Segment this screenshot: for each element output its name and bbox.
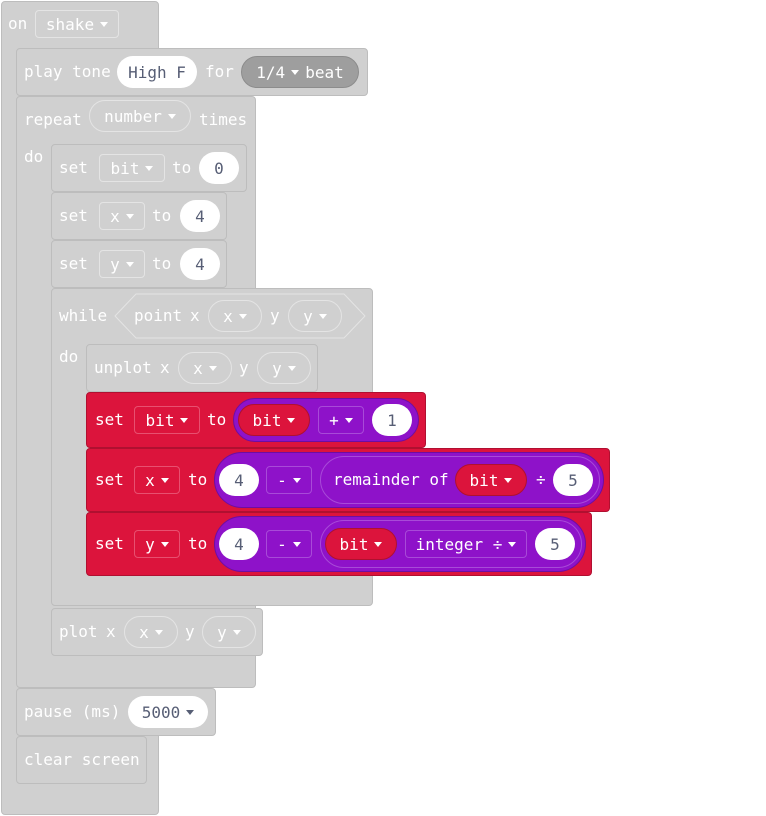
operator-text: -: [277, 470, 287, 490]
chevron-down-icon: [291, 70, 299, 75]
set-x-calc-var-dropdown[interactable]: [134, 466, 180, 494]
repeat-count-input[interactable]: [89, 100, 191, 132]
integer-bit-var[interactable]: [325, 528, 397, 560]
set-x-value-field[interactable]: [180, 200, 220, 232]
var-name: bit: [339, 534, 369, 554]
on-label: on: [8, 14, 28, 33]
set-y-value-field[interactable]: [180, 248, 220, 280]
integer-divide-operator-dropdown[interactable]: [405, 530, 527, 558]
pause-value-dropdown[interactable]: [128, 696, 208, 728]
operator-text: -: [277, 534, 287, 554]
play-tone-label: play tone: [24, 62, 111, 81]
chevron-down-icon: [180, 418, 188, 423]
chevron-down-icon: [239, 314, 247, 319]
set-label: set: [59, 206, 88, 225]
times-label: times: [199, 110, 248, 129]
y-left-field[interactable]: [219, 528, 259, 560]
chevron-down-icon: [374, 542, 382, 547]
repeat-do-label: do: [24, 147, 44, 166]
var-name: y: [272, 358, 282, 378]
value-text: 1: [387, 410, 397, 430]
chevron-down-icon: [100, 22, 108, 27]
unplot-x-label: x: [160, 358, 170, 377]
var-name: bit: [110, 158, 140, 178]
beat-label: beat: [305, 62, 344, 82]
x-minus-operator-dropdown[interactable]: [266, 466, 312, 494]
note-value: High F: [128, 62, 186, 82]
chevron-down-icon: [504, 478, 512, 483]
set-bit-value-field[interactable]: [199, 152, 239, 184]
unplot-y-label: y: [239, 358, 249, 377]
var-name: x: [223, 306, 233, 326]
value-text: 5: [550, 534, 560, 554]
while-label: while: [59, 306, 108, 325]
chevron-down-icon: [186, 710, 194, 715]
var-name: x: [110, 206, 120, 226]
var-name: y: [217, 622, 227, 642]
set-bit-inc-var-dropdown[interactable]: [134, 406, 200, 434]
chevron-down-icon: [508, 542, 516, 547]
clear-screen-label: clear screen: [24, 750, 140, 769]
chevron-down-icon: [161, 542, 169, 547]
event-value: shake: [45, 14, 95, 34]
y-minus-operator-dropdown[interactable]: [266, 530, 312, 558]
unplot-label: unplot: [94, 358, 152, 377]
increment-value-field[interactable]: [372, 404, 412, 436]
bit-operand-var[interactable]: [238, 404, 310, 436]
set-x-var-dropdown[interactable]: [99, 202, 145, 230]
plot-y-var[interactable]: [202, 616, 256, 648]
for-label: for: [205, 62, 234, 81]
to-label: to: [207, 410, 227, 429]
remainder-label: remainder of: [333, 470, 449, 489]
plot-x-var[interactable]: [124, 616, 178, 648]
plot-y-label: y: [185, 622, 195, 641]
operator-text: integer ÷: [415, 534, 503, 554]
var-name: x: [193, 358, 203, 378]
chevron-down-icon: [345, 418, 353, 423]
chevron-down-icon: [288, 366, 296, 371]
value-text: 4: [234, 534, 244, 554]
to-label: to: [172, 158, 192, 177]
plot-x-label: x: [106, 622, 116, 641]
set-label: set: [59, 254, 88, 273]
chevron-down-icon: [209, 366, 217, 371]
y-right-field[interactable]: [535, 528, 575, 560]
point-x-var[interactable]: [208, 300, 262, 332]
note-field[interactable]: [117, 56, 197, 88]
point-label: point: [134, 306, 183, 325]
chevron-down-icon: [145, 166, 153, 171]
point-y-label: y: [270, 306, 280, 325]
to-label: to: [152, 206, 172, 225]
point-x-label: x: [190, 306, 200, 325]
x-left-field[interactable]: [219, 464, 259, 496]
x-right-field[interactable]: [553, 464, 593, 496]
set-bit-var-dropdown[interactable]: [99, 154, 165, 182]
chevron-down-icon: [293, 542, 301, 547]
chevron-down-icon: [287, 418, 295, 423]
set-y-var-dropdown[interactable]: [99, 250, 145, 278]
beat-value: 1/4: [256, 62, 286, 82]
while-do-label: do: [59, 347, 79, 366]
repeat-label: repeat: [24, 110, 82, 129]
set-label: set: [95, 410, 124, 429]
pause-label: pause (ms): [24, 702, 121, 721]
value-text: 4: [195, 206, 205, 226]
chevron-down-icon: [161, 478, 169, 483]
var-name: x: [139, 622, 149, 642]
repeat-count-value: number: [104, 106, 162, 126]
to-label: to: [188, 470, 208, 489]
value-text: 5000: [141, 702, 181, 722]
var-name: x: [145, 470, 155, 490]
value-text: 5: [568, 470, 578, 490]
var-name: bit: [469, 470, 499, 490]
var-name: y: [145, 534, 155, 554]
operator-text: +: [329, 410, 339, 430]
value-text: 4: [234, 470, 244, 490]
plot-label: plot: [59, 622, 98, 641]
chevron-down-icon: [319, 314, 327, 319]
to-label: to: [188, 534, 208, 553]
chevron-down-icon: [233, 630, 241, 635]
unplot-y-var[interactable]: [257, 352, 311, 384]
point-y-var[interactable]: [288, 300, 342, 332]
set-label: set: [95, 470, 124, 489]
var-name: y: [110, 254, 120, 274]
var-name: bit: [145, 410, 175, 430]
to-label: to: [152, 254, 172, 273]
var-name: bit: [252, 410, 282, 430]
set-label: set: [95, 534, 124, 553]
plus-operator-dropdown[interactable]: [318, 406, 364, 434]
set-label: set: [59, 158, 88, 177]
unplot-x-var[interactable]: [178, 352, 232, 384]
value-text: 4: [195, 254, 205, 274]
chevron-down-icon: [126, 262, 134, 267]
chevron-down-icon: [126, 214, 134, 219]
chevron-down-icon: [168, 114, 176, 119]
divide-symbol: ÷: [536, 470, 546, 489]
beat-dropdown[interactable]: [241, 56, 359, 88]
event-dropdown[interactable]: [35, 10, 119, 38]
chevron-down-icon: [293, 478, 301, 483]
value-text: 0: [214, 158, 224, 178]
set-y-calc-var-dropdown[interactable]: [134, 530, 180, 558]
remainder-bit-var[interactable]: [455, 464, 527, 496]
var-name: y: [303, 306, 313, 326]
chevron-down-icon: [155, 630, 163, 635]
